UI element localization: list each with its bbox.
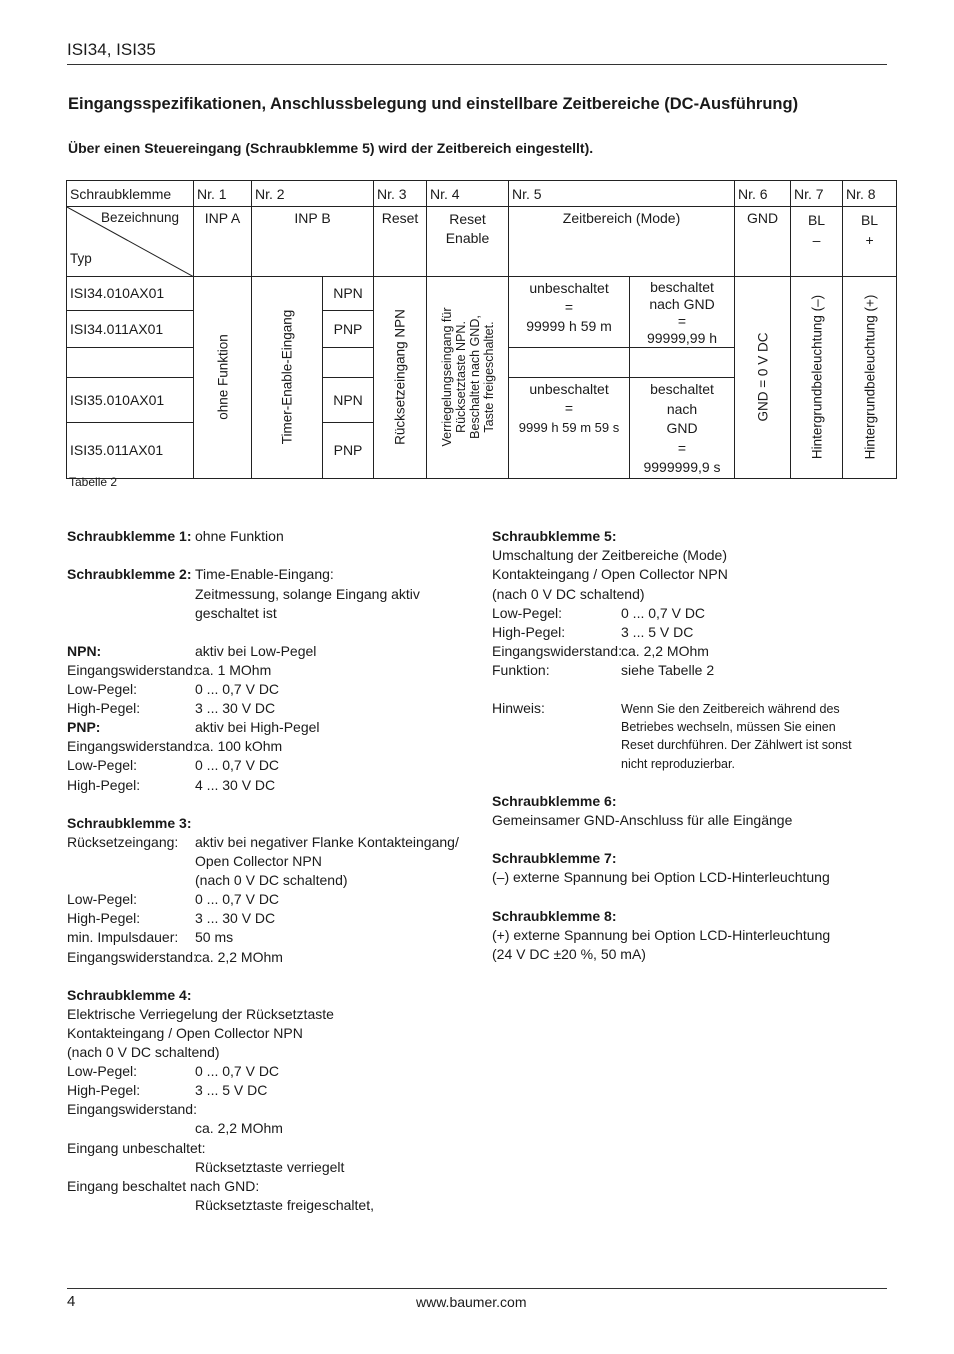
isi35-bes-line1: beschaltet nach bbox=[650, 381, 714, 417]
hint-line4: nicht reproduzierbar. bbox=[621, 757, 735, 771]
table-caption: Tabelle 2 bbox=[69, 475, 118, 489]
col-header-nr3: Nr. 3 bbox=[374, 181, 427, 207]
isi34-beschaltet bbox=[630, 277, 735, 348]
k5-fn-label: Funktion: bbox=[492, 662, 550, 678]
nr4-vertical-text bbox=[440, 308, 496, 447]
nr6-cell bbox=[735, 277, 791, 479]
diagonal-label-bezeichnung: Bezeichnung bbox=[100, 210, 179, 225]
npn-high-label: High-Pegel: bbox=[67, 700, 141, 716]
k1-label: Schraubklemme 1: bbox=[67, 528, 192, 544]
isi34-unb-line1: unbeschaltet bbox=[529, 280, 609, 296]
k5-line1: Umschaltung der Zeitbereiche (Mode) bbox=[492, 547, 727, 563]
k5-fn-value: siehe Tabelle 2 bbox=[621, 662, 715, 678]
pnp-label: PNP: bbox=[67, 719, 101, 735]
type-row-3 bbox=[67, 348, 194, 378]
type-row-1: ISI34.010AX01 bbox=[67, 277, 194, 311]
k4-unb-value: Rücksetztaste verriegelt bbox=[195, 1159, 345, 1175]
col-header-schraubklemme: Schraubklemme bbox=[67, 181, 194, 207]
nr3-vertical-text: Rücksetzeingang NPN bbox=[392, 309, 408, 446]
zeit-empty-right bbox=[630, 348, 735, 378]
npn-pnp-row-2: PNP bbox=[323, 310, 374, 347]
k4-label: Schraubklemme 4: bbox=[67, 987, 192, 1003]
k2-label: Schraubklemme 2: bbox=[67, 566, 192, 582]
pnp-value: aktiv bei High-Pegel bbox=[195, 719, 320, 735]
col-header-nr6: Nr. 6 bbox=[735, 181, 791, 207]
k3-rs-line3: (nach 0 V DC schaltend) bbox=[195, 872, 348, 888]
k4-line1: Elektrische Verriegelung der Rücksetztaste bbox=[67, 1006, 334, 1022]
name-inp-a: INP A bbox=[194, 207, 252, 277]
npn-pnp-row-1: NPN bbox=[323, 277, 374, 311]
type-row-2: ISI34.011AX01 bbox=[67, 310, 194, 347]
k5-line2: Kontakteingang / Open Collector NPN bbox=[492, 566, 728, 582]
isi35-bes-line4: 9999999,9 s bbox=[643, 459, 721, 475]
diagonal-header-cell bbox=[67, 207, 194, 277]
spec-table bbox=[66, 180, 897, 479]
page-number: 4 bbox=[67, 1293, 76, 1310]
k6-line1: Gemeinsamer GND-Anschluss für alle Eingänge bbox=[492, 812, 793, 828]
diagonal-label-typ: Typ bbox=[70, 251, 92, 266]
npn-pnp-row-3 bbox=[323, 348, 374, 378]
nr2-cell bbox=[252, 277, 323, 479]
isi35-bes-line3: = bbox=[677, 439, 687, 456]
pnp-ew-value: ca. 100 kOhm bbox=[195, 738, 283, 754]
k2-line3: geschaltet ist bbox=[195, 605, 277, 621]
k4-line2: Kontakteingang / Open Collector NPN bbox=[67, 1025, 303, 1041]
k8-line1: (+) externe Spannung bei Option LCD-Hinterleuchtung bbox=[492, 927, 831, 943]
col-header-nr5: Nr. 5 bbox=[509, 181, 735, 207]
pnp-ew-label: Eingangswiderstand: bbox=[67, 738, 197, 754]
pnp-low-label: Low-Pegel: bbox=[67, 757, 138, 773]
name-zeitbereich: Zeitbereich (Mode) bbox=[509, 207, 735, 277]
nr8-vertical-text: Hintergrundbeleuchtung (+) bbox=[862, 294, 878, 460]
col-header-nr7: Nr. 7 bbox=[791, 181, 843, 207]
k5-high-label: High-Pegel: bbox=[492, 624, 566, 640]
k4-unb-label: Eingang unbeschaltet: bbox=[67, 1140, 206, 1156]
k3-rs-label: Rücksetzeingang: bbox=[67, 834, 179, 850]
type-row-5: ISI35.011AX01 bbox=[67, 423, 194, 478]
nr4-cell bbox=[427, 277, 509, 479]
hint-line1: Wenn Sie den Zeitbereich während des bbox=[621, 702, 840, 716]
footer-rule bbox=[67, 1288, 887, 1289]
k4-bes-value: Rücksetztaste freigeschaltet, bbox=[195, 1197, 374, 1213]
npn-pnp-row-4: NPN bbox=[323, 378, 374, 423]
k3-ew-value: ca. 2,2 MOhm bbox=[195, 949, 283, 965]
name-reset-enable-line2: Enable bbox=[445, 230, 490, 246]
type-row-4: ISI35.010AX01 bbox=[67, 378, 194, 423]
nr2-vertical-text: Timer-Enable-Eingang bbox=[279, 309, 295, 445]
name-bl-plus bbox=[843, 207, 897, 277]
header-rule bbox=[67, 64, 887, 65]
k3-high-label: High-Pegel: bbox=[67, 910, 141, 926]
zeit-empty-left bbox=[509, 348, 630, 378]
k2-line2: Zeitmessung, solange Eingang aktiv bbox=[195, 586, 420, 602]
nr6-vertical-text: GND = 0 V DC bbox=[755, 332, 771, 422]
k5-line3: (nach 0 V DC schaltend) bbox=[492, 586, 645, 602]
k3-high-value: 3 ... 30 V DC bbox=[195, 910, 276, 926]
k4-line3: (nach 0 V DC schaltend) bbox=[67, 1044, 220, 1060]
name-bl-plus-line2: + bbox=[865, 232, 874, 248]
npn-high-value: 3 ... 30 V DC bbox=[195, 700, 276, 716]
k5-label: Schraubklemme 5: bbox=[492, 528, 617, 544]
isi35-unb-line3: 9999 h 59 m 59 s bbox=[518, 420, 620, 435]
name-bl-plus-line1: BL bbox=[860, 212, 879, 228]
k4-low-value: 0 ... 0,7 V DC bbox=[195, 1063, 280, 1079]
k7-line1: (–) externe Spannung bei Option LCD-Hinterleuchtung bbox=[492, 869, 830, 885]
pnp-high-value: 4 ... 30 V DC bbox=[195, 777, 276, 793]
hint-line3: Reset durchführen. Der Zählwert ist sonst bbox=[621, 738, 852, 752]
npn-ew-value: ca. 1 MOhm bbox=[195, 662, 272, 678]
k4-bes-label: Eingang beschaltet nach GND: bbox=[67, 1178, 260, 1194]
k6-label: Schraubklemme 6: bbox=[492, 793, 617, 809]
k1-value: ohne Funktion bbox=[195, 528, 284, 544]
isi34-unb-line3: 99999 h 59 m bbox=[526, 318, 612, 334]
footer-url: www.baumer.com bbox=[416, 1294, 527, 1310]
name-bl-minus-line1: BL bbox=[807, 212, 826, 228]
k5-ew-label: Eingangswiderstand: bbox=[492, 643, 622, 659]
k3-low-value: 0 ... 0,7 V DC bbox=[195, 891, 280, 907]
isi34-bes-line3: = bbox=[677, 313, 687, 329]
k5-ew-value: ca. 2,2 MOhm bbox=[621, 643, 709, 659]
k8-line2: (24 V DC ±20 %, 50 mA) bbox=[492, 946, 646, 962]
isi34-bes-line1: beschaltet bbox=[650, 279, 714, 295]
nr4-line3: Taste freigeschaltet. bbox=[481, 321, 496, 433]
section-subheading: Über einen Steuereingang (Schraubklemme 5) wird der Zeitbereich eingestellt). bbox=[68, 140, 594, 156]
nr1-vertical-text: ohne Funktion bbox=[215, 334, 230, 421]
name-bl-minus-line2: – bbox=[812, 232, 821, 248]
k5-high-value: 3 ... 5 V DC bbox=[621, 624, 694, 640]
isi34-unb-line2: = bbox=[564, 299, 574, 315]
isi34-bes-line4: 99999,99 h bbox=[646, 330, 718, 346]
pnp-high-label: High-Pegel: bbox=[67, 777, 141, 793]
isi35-beschaltet bbox=[630, 378, 735, 479]
k4-low-label: Low-Pegel: bbox=[67, 1063, 138, 1079]
col-header-nr1: Nr. 1 bbox=[194, 181, 252, 207]
isi34-bes-line2: nach GND bbox=[649, 296, 715, 312]
name-gnd: GND bbox=[735, 207, 791, 277]
npn-value: aktiv bei Low-Pegel bbox=[195, 643, 317, 659]
k8-label: Schraubklemme 8: bbox=[492, 908, 617, 924]
k3-imp-value: 50 ms bbox=[195, 929, 234, 945]
k3-ew-label: Eingangswiderstand: bbox=[67, 949, 197, 965]
k4-ew-label: Eingangswiderstand: bbox=[67, 1101, 197, 1117]
name-inp-b: INP B bbox=[252, 207, 374, 277]
k3-rs-line2: Open Collector NPN bbox=[195, 853, 322, 869]
nr4-line2: Rücksetztaste NPN. bbox=[453, 321, 468, 434]
k4-high-value: 3 ... 5 V DC bbox=[195, 1082, 268, 1098]
name-reset: Reset bbox=[374, 207, 427, 277]
isi35-bes-line2: GND bbox=[666, 420, 698, 436]
document-header-title: ISI34, ISI35 bbox=[67, 40, 156, 59]
k7-label: Schraubklemme 7: bbox=[492, 850, 617, 866]
nr4-line2b: Beschaltet nach GND, bbox=[467, 315, 482, 440]
nr4-line1: Verriegelungseingang für bbox=[439, 307, 454, 447]
col-header-nr8: Nr. 8 bbox=[843, 181, 897, 207]
k5-low-label: Low-Pegel: bbox=[492, 605, 563, 621]
k5-low-value: 0 ... 0,7 V DC bbox=[621, 605, 706, 621]
name-reset-enable bbox=[427, 207, 509, 277]
name-reset-enable-line1: Reset bbox=[449, 211, 486, 227]
isi35-unb-line1: unbeschaltet bbox=[529, 381, 609, 397]
k2-line1: Time-Enable-Eingang: bbox=[195, 566, 334, 582]
nr8-cell bbox=[843, 277, 897, 479]
section-heading: Eingangsspezifikationen, Anschlussbelegung und einstellbare Zeitbereiche (DC-Ausführung) bbox=[68, 95, 799, 113]
isi35-unb-line2: = bbox=[564, 400, 574, 416]
pnp-low-value: 0 ... 0,7 V DC bbox=[195, 757, 280, 773]
npn-label: NPN: bbox=[67, 643, 102, 659]
npn-low-value: 0 ... 0,7 V DC bbox=[195, 681, 280, 697]
npn-ew-label: Eingangswiderstand: bbox=[67, 662, 197, 678]
k3-imp-label: min. Impulsdauer: bbox=[67, 929, 179, 945]
nr7-cell bbox=[791, 277, 843, 479]
col-header-nr2: Nr. 2 bbox=[252, 181, 374, 207]
k3-rs-line1: aktiv bei negativer Flanke Kontakteingang/ bbox=[195, 834, 459, 850]
npn-pnp-row-5: PNP bbox=[323, 423, 374, 478]
nr3-cell bbox=[374, 277, 427, 479]
k3-low-label: Low-Pegel: bbox=[67, 891, 138, 907]
k3-label: Schraubklemme 3: bbox=[67, 815, 192, 831]
k4-ew-value: ca. 2,2 MOhm bbox=[195, 1120, 283, 1136]
k4-high-label: High-Pegel: bbox=[67, 1082, 141, 1098]
hint-line2: Betriebes wechseln, müssen Sie einen bbox=[621, 720, 836, 734]
col-header-nr4: Nr. 4 bbox=[427, 181, 509, 207]
nr1-cell bbox=[194, 277, 252, 479]
hint-label: Hinweis: bbox=[492, 700, 545, 716]
isi34-unbeschaltet bbox=[509, 277, 630, 348]
npn-low-label: Low-Pegel: bbox=[67, 681, 138, 697]
isi35-unbeschaltet bbox=[509, 378, 630, 479]
nr7-vertical-text: Hintergrundbeleuchtung (–) bbox=[809, 295, 825, 460]
name-bl-minus bbox=[791, 207, 843, 277]
